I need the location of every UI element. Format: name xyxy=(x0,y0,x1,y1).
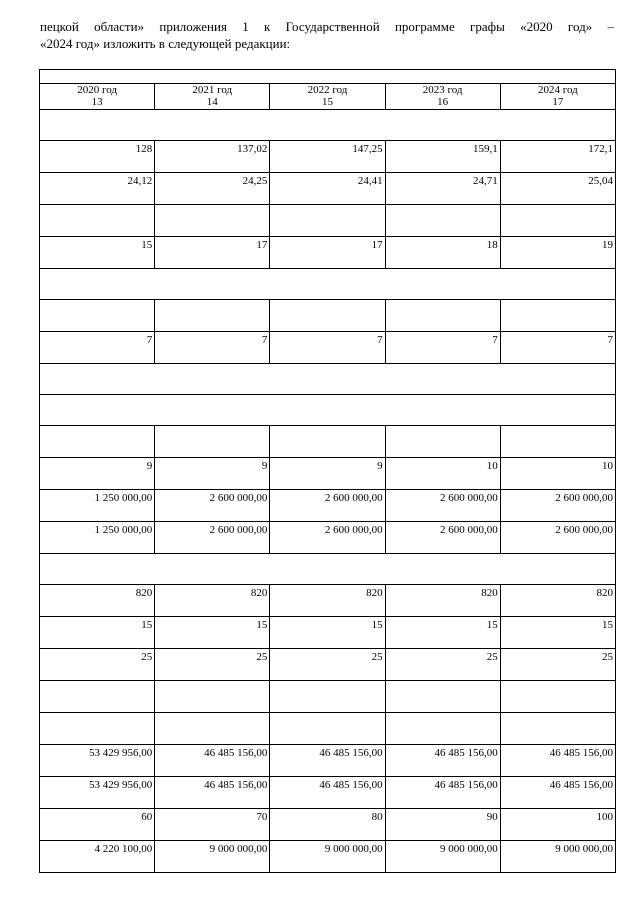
table-cell: 15 xyxy=(40,237,155,269)
table-cell: 9 000 000,00 xyxy=(155,841,270,873)
table-top-cell xyxy=(40,70,616,84)
table-cell: 159,1 xyxy=(385,141,500,173)
table-column-number-row xyxy=(40,96,616,110)
table-row xyxy=(40,681,616,713)
table-cell xyxy=(500,681,615,713)
table-cell: 70 xyxy=(155,809,270,841)
intro-line-2: «2024 год» изложить в следующей редакции: xyxy=(40,36,291,51)
table-cell: 46 485 156,00 xyxy=(385,777,500,809)
table-cell xyxy=(270,300,385,332)
table-cell: 2 600 000,00 xyxy=(155,522,270,554)
table-cell: 7 xyxy=(385,332,500,364)
table-cell xyxy=(155,681,270,713)
table-cell: 9 000 000,00 xyxy=(270,841,385,873)
table-cell: 25 xyxy=(270,649,385,681)
table-cell xyxy=(155,300,270,332)
table-cell xyxy=(385,681,500,713)
table-cell: 2 600 000,00 xyxy=(385,490,500,522)
table-row xyxy=(40,141,616,173)
table-cell xyxy=(155,426,270,458)
table-cell: 10 xyxy=(385,458,500,490)
header-cell-2020: 2020 год xyxy=(40,84,155,97)
table-section-cell xyxy=(40,554,616,585)
table-row xyxy=(40,205,616,237)
table-cell xyxy=(270,426,385,458)
table-cell: 25 xyxy=(500,649,615,681)
table-cell: 46 485 156,00 xyxy=(500,745,615,777)
table-row xyxy=(40,745,616,777)
table-row xyxy=(40,490,616,522)
table-cell: 53 429 956,00 xyxy=(40,745,155,777)
table-row xyxy=(40,332,616,364)
table-cell: 46 485 156,00 xyxy=(155,745,270,777)
table-cell: 60 xyxy=(40,809,155,841)
header-cell-2021: 2021 год xyxy=(155,84,270,97)
table-cell: 172,1 xyxy=(500,141,615,173)
table-row xyxy=(40,809,616,841)
table-header-row xyxy=(40,84,616,97)
table-cell: 25 xyxy=(385,649,500,681)
table-cell: 4 220 100,00 xyxy=(40,841,155,873)
table-cell xyxy=(270,713,385,745)
table-cell: 80 xyxy=(270,809,385,841)
table-cell xyxy=(270,205,385,237)
table-cell: 25 xyxy=(155,649,270,681)
table-cell: 53 429 956,00 xyxy=(40,777,155,809)
table-cell xyxy=(40,681,155,713)
table-cell: 46 485 156,00 xyxy=(270,777,385,809)
table-row xyxy=(40,426,616,458)
program-values-table xyxy=(39,69,616,873)
table-cell: 24,12 xyxy=(40,173,155,205)
table-row xyxy=(40,617,616,649)
table-cell xyxy=(40,300,155,332)
table-cell: 137,02 xyxy=(155,141,270,173)
table-cell: 2 600 000,00 xyxy=(385,522,500,554)
table-cell: 15 xyxy=(500,617,615,649)
table-row xyxy=(40,522,616,554)
table-cell xyxy=(500,205,615,237)
table-row xyxy=(40,777,616,809)
table-cell xyxy=(155,205,270,237)
header-cell-2022: 2022 год xyxy=(270,84,385,97)
table-row xyxy=(40,713,616,745)
table-cell: 24,71 xyxy=(385,173,500,205)
table-cell: 9 xyxy=(270,458,385,490)
table-cell: 1 250 000,00 xyxy=(40,522,155,554)
table-section-row xyxy=(40,364,616,395)
table-row xyxy=(40,841,616,873)
table-cell: 820 xyxy=(155,585,270,617)
table-section-cell xyxy=(40,110,616,141)
table-cell: 18 xyxy=(385,237,500,269)
table-row xyxy=(40,173,616,205)
table-cell: 17 xyxy=(155,237,270,269)
table-row xyxy=(40,649,616,681)
header-cell-2023: 2023 год xyxy=(385,84,500,97)
table-top-row xyxy=(40,70,616,84)
table-cell: 820 xyxy=(385,585,500,617)
table-cell xyxy=(40,426,155,458)
table-cell: 820 xyxy=(500,585,615,617)
table-cell xyxy=(155,713,270,745)
table-cell: 9 000 000,00 xyxy=(385,841,500,873)
column-number-cell: 17 xyxy=(500,96,615,110)
table-cell: 2 600 000,00 xyxy=(500,490,615,522)
table-cell: 2 600 000,00 xyxy=(270,522,385,554)
table-cell: 15 xyxy=(385,617,500,649)
table-cell: 7 xyxy=(40,332,155,364)
table-section-cell xyxy=(40,395,616,426)
table-cell: 17 xyxy=(270,237,385,269)
table-cell: 46 485 156,00 xyxy=(385,745,500,777)
table-cell: 2 600 000,00 xyxy=(270,490,385,522)
table-cell: 9 000 000,00 xyxy=(500,841,615,873)
table-cell: 25,04 xyxy=(500,173,615,205)
table-row xyxy=(40,237,616,269)
table-cell: 7 xyxy=(155,332,270,364)
column-number-cell: 14 xyxy=(155,96,270,110)
table-cell: 46 485 156,00 xyxy=(270,745,385,777)
table-cell: 90 xyxy=(385,809,500,841)
table-cell xyxy=(270,681,385,713)
table-cell: 9 xyxy=(40,458,155,490)
column-number-cell: 15 xyxy=(270,96,385,110)
table-cell: 24,41 xyxy=(270,173,385,205)
table-section-row xyxy=(40,395,616,426)
table-cell: 46 485 156,00 xyxy=(155,777,270,809)
table-section-row xyxy=(40,269,616,300)
table-cell xyxy=(385,426,500,458)
table-section-cell xyxy=(40,269,616,300)
table-cell: 25 xyxy=(40,649,155,681)
table-row xyxy=(40,300,616,332)
intro-text xyxy=(40,18,614,52)
table-cell xyxy=(385,205,500,237)
table-cell: 820 xyxy=(270,585,385,617)
table-row xyxy=(40,458,616,490)
table-cell: 15 xyxy=(155,617,270,649)
table-cell: 10 xyxy=(500,458,615,490)
table-cell: 7 xyxy=(500,332,615,364)
table-cell: 820 xyxy=(40,585,155,617)
table-cell: 147,25 xyxy=(270,141,385,173)
table-cell: 15 xyxy=(40,617,155,649)
table-section-row xyxy=(40,110,616,141)
table-cell xyxy=(500,300,615,332)
header-cell-2024: 2024 год xyxy=(500,84,615,97)
table-cell: 46 485 156,00 xyxy=(500,777,615,809)
table-cell: 100 xyxy=(500,809,615,841)
table-cell: 24,25 xyxy=(155,173,270,205)
table-cell: 9 xyxy=(155,458,270,490)
table-section-row xyxy=(40,554,616,585)
table-cell xyxy=(385,713,500,745)
table-cell xyxy=(40,713,155,745)
table-cell: 1 250 000,00 xyxy=(40,490,155,522)
table-cell xyxy=(500,426,615,458)
table-section-cell xyxy=(40,364,616,395)
table-cell xyxy=(500,713,615,745)
intro-line-1: пецкой области» приложения 1 к Государственной программе графы «2020 год» – xyxy=(40,19,614,34)
table-row xyxy=(40,585,616,617)
table-cell xyxy=(385,300,500,332)
column-number-cell: 13 xyxy=(40,96,155,110)
table-cell: 19 xyxy=(500,237,615,269)
table-cell: 2 600 000,00 xyxy=(500,522,615,554)
column-number-cell: 16 xyxy=(385,96,500,110)
table-cell xyxy=(40,205,155,237)
table-cell: 15 xyxy=(270,617,385,649)
table-cell: 7 xyxy=(270,332,385,364)
table-cell: 128 xyxy=(40,141,155,173)
table-cell: 2 600 000,00 xyxy=(155,490,270,522)
